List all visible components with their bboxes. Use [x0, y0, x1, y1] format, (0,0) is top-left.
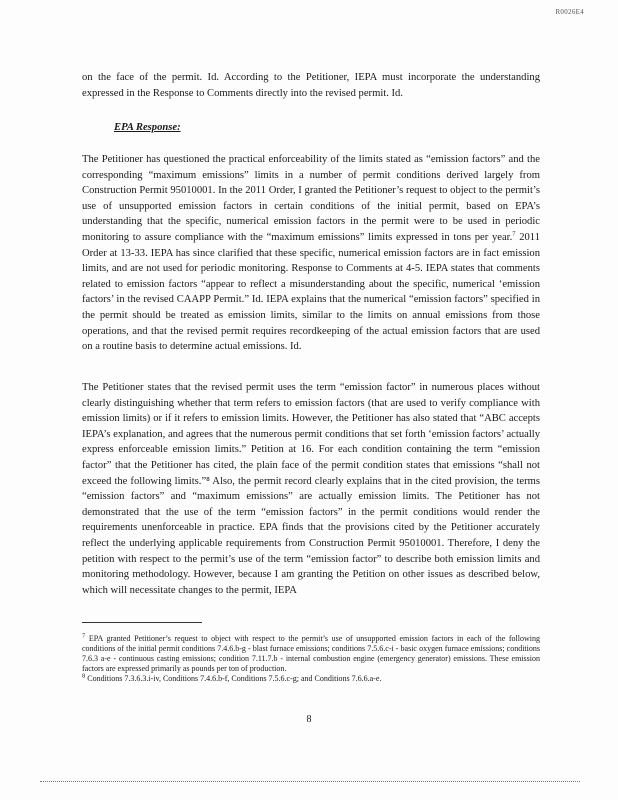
paragraph-response-part-a: The Petitioner has questioned the practical enforceability of the limits stated as “emission factors” and the corresponding “maximum emissions” limits in a number of permit conditions derived largely from Construction Permit 95010001. In the 2011 Order, I granted the Petitioner’s request to object to the permit’s use of unsupported emission factors in certain conditions of the initial permit, based on EPA’s understanding that the specific, numerical emission factors in the permit were to be used in periodic monitoring to assure compliance with the “maximum emissions” limits expressed in tons per year. [82, 154, 540, 243]
footnote-7 [82, 634, 540, 674]
document-id: R0026E4 [555, 8, 584, 16]
paragraph-petitioner: The Petitioner states that the revised permit uses the term “emission factor” in numerous places without clearly distinguishing whether that term refers to emission factors (that are used to verify compliance with emission limits) or if it refers to emission limits. However, the Petitioner has also stated that “ABC accepts IEPA’s explanation, and agrees that the numerous permit conditions that set forth ‘emission factors’ actually express enforceable emission limits.” Petition at 16. For each condition containing the term “emission factor” that the Petitioner has cited, the plain face of the permit condition states that emissions “shall not exceed the following limits.”⁸ Also, the permit record clearly explains that in the cited provision, the terms “emission factors” and “maximum emissions” are actually emission limits. The Petitioner has not demonstrated that the use of the term “emission factors” in the permit conditions would render the requirements unenforceable in practice. EPA finds that the provisions cited by the Petitioner accurately reflect the underlying applicable requirements from Construction Permit 95010001. Therefore, I deny the petition with respect to the permit’s use of the term “emission factor” to describe both emission limits and monitoring methodology. However, because I am granting the Petition on other issues as described below, which will necessitate changes to the permit, IEPA [82, 382, 540, 596]
footnote-divider [82, 622, 202, 623]
footnote-8 [82, 674, 540, 684]
footnote-ref-7: 7 [512, 230, 516, 238]
paragraph-response [82, 152, 540, 355]
paragraph-intro: on the face of the permit. Id. According to the Petitioner, IEPA must incorporate the understanding expressed in the Response to Comments directly into the revised permit. Id. [82, 72, 540, 99]
page-bottom-rule [40, 781, 580, 782]
page-number: 8 [306, 714, 312, 725]
footnote-text: Conditions 7.3.6.3.i-iv, Conditions 7.4.6.b-f, Conditions 7.5.6.c-g; and Conditions 7.6.6.a-e. [87, 674, 382, 683]
footnote-text: EPA granted Petitioner’s request to object with respect to the permit’s use of unsupported emission factors in each of the following conditions of the initial permit conditions 7.4.6.b-g - blast furnace emissions; conditions 7.5.6.c-i - basic oxygen furnace emissions; conditions 7.6.3 a-e - continuous casting emissions; condition 7.11.7.b - internal combustion engine (emergency generator) emissions. These emission factors are expressed primarily as pounds per ton of production. [82, 634, 541, 673]
paragraph-response-part-b: 2011 Order at 13-33. IEPA has since clarified that these specific, numerical emission factors are in fact emission limits, and are not used for periodic monitoring. Response to Comments at 4-5. IEPA states that comments related to emission factors “appear to reflect a misunderstanding about the specific, numerical ‘emission factors’ in the revised CAAPP Permit.” Id. IEPA explains that the numerical “emission factors” specified in the permit should be treated as emission limits, similar to the limits on annual emissions from those operations, and that the revised permit requires recordkeeping of the actual emission factors that are used on a routine basis to determine actual emissions. Id. [82, 231, 540, 353]
footnote-number: 8 [82, 672, 86, 680]
footnote-number: 7 [82, 632, 86, 640]
footnotes [82, 634, 540, 684]
section-heading: EPA Response: [114, 122, 181, 133]
